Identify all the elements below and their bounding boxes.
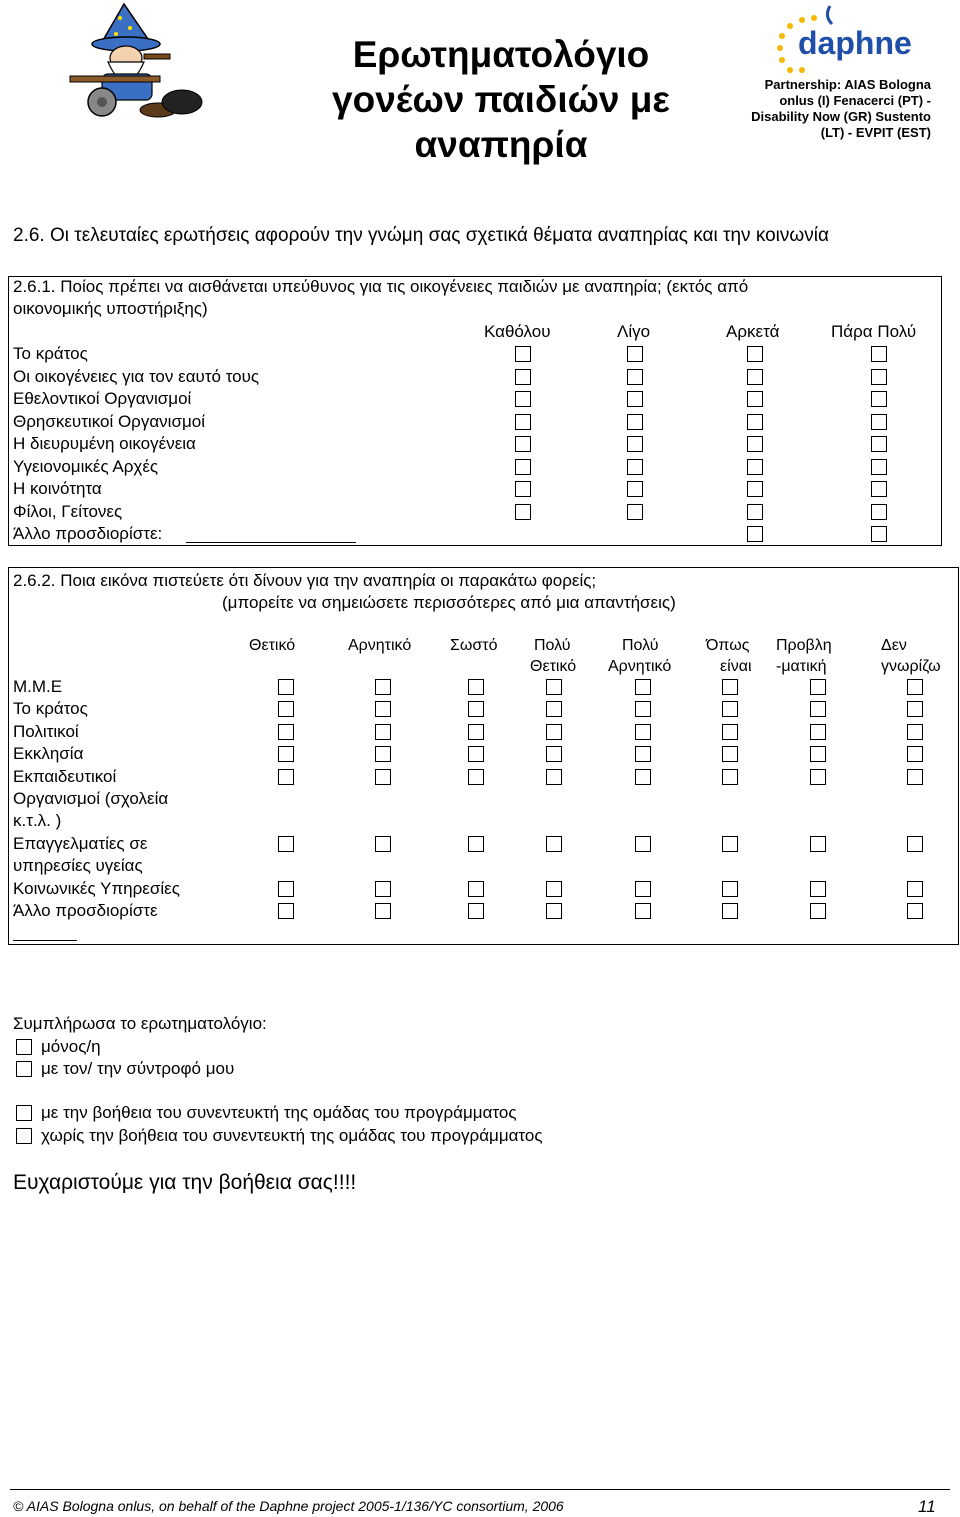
q2-checkbox[interactable]: [722, 679, 738, 695]
q1-checkbox[interactable]: [871, 391, 887, 407]
q2-checkbox[interactable]: [546, 724, 562, 740]
logo-text: daphne: [798, 25, 912, 61]
q1-checkbox[interactable]: [747, 346, 763, 362]
q1-checkbox[interactable]: [627, 346, 643, 362]
q1-col-header: Πάρα Πολύ: [831, 322, 917, 341]
q1-checkbox[interactable]: [871, 369, 887, 385]
q2-checkbox[interactable]: [635, 701, 651, 717]
q2-row-label: Το κράτος: [13, 699, 88, 718]
q1-col-header: Καθόλου: [484, 322, 551, 341]
q2-col-header: Θετικό: [530, 658, 577, 675]
q1-checkbox[interactable]: [871, 481, 887, 497]
q2-checkbox[interactable]: [635, 679, 651, 695]
q2-col-header: Αρνητικό: [608, 658, 672, 675]
q2-checkbox[interactable]: [468, 679, 484, 695]
q2-checkbox[interactable]: [375, 769, 391, 785]
q2-checkbox[interactable]: [278, 769, 294, 785]
q2-checkbox[interactable]: [635, 903, 651, 919]
q2-checkbox[interactable]: [546, 746, 562, 762]
q2-checkbox[interactable]: [546, 679, 562, 695]
q1-checkbox[interactable]: [871, 414, 887, 430]
q2-checkbox[interactable]: [907, 679, 923, 695]
q2-row-label: Οργανισμοί (σχολεία: [13, 789, 169, 808]
q2-checkbox[interactable]: [810, 724, 826, 740]
q1-checkbox[interactable]: [515, 504, 531, 520]
title-line: γονέων παιδιών με: [332, 79, 670, 120]
q2-checkbox[interactable]: [635, 836, 651, 852]
q2-col-header: Σωστό: [450, 637, 498, 654]
q2-checkbox[interactable]: [722, 881, 738, 897]
q2-checkbox[interactable]: [635, 881, 651, 897]
q2-row-label: Μ.Μ.Ε: [13, 677, 63, 696]
section-heading: 2.6. Οι τελευταίες ερωτήσεις αφορούν την γνώμη σας σχετικά θέματα αναπηρίας και την κοινωνία: [13, 225, 829, 246]
title-line: Ερωτηματολόγιο: [352, 34, 650, 75]
q2-col-header: Πολύ: [534, 637, 571, 654]
q2-checkbox[interactable]: [468, 746, 484, 762]
q2-checkbox[interactable]: [468, 701, 484, 717]
q1-checkbox[interactable]: [747, 414, 763, 430]
page-number: 11: [918, 1497, 936, 1516]
q2-col-header: Προβλη: [776, 637, 832, 654]
q2-checkbox[interactable]: [468, 903, 484, 919]
question-2-line: 2.6.2. Ποια εικόνα πιστεύετε ότι δίνουν για την αναπηρία οι παρακάτω φορείς;: [13, 571, 597, 590]
q1-checkbox[interactable]: [627, 369, 643, 385]
thanks-message: Ευχαριστούμε για την βοήθεια σας!!!!: [13, 1171, 357, 1194]
q2-row-label: Άλλο προσδιορίστε: [13, 901, 158, 920]
q2-checkbox[interactable]: [546, 836, 562, 852]
question-line: 2.6.1. Ποίος πρέπει να αισθάνεται υπεύθυνος για τις οικογένειες παιδιών με αναπηρία; (εκτός από: [13, 277, 749, 296]
q2-checkbox[interactable]: [278, 903, 294, 919]
q2-checkbox[interactable]: [722, 746, 738, 762]
q1-col-header: Λίγο: [617, 322, 651, 341]
completion-option-label: με τον/ την σύντροφό μου: [41, 1059, 235, 1078]
q2-checkbox[interactable]: [546, 881, 562, 897]
q1-checkbox[interactable]: [871, 346, 887, 362]
q2-checkbox[interactable]: [375, 724, 391, 740]
q2-checkbox[interactable]: [810, 769, 826, 785]
completion-option-label: μόνος/η: [41, 1037, 101, 1056]
partnership-line: onlus (I) Fenacerci (PT) -: [779, 93, 931, 108]
q2-row-label: υπηρεσίες υγείας: [13, 856, 143, 875]
q2-checkbox[interactable]: [375, 746, 391, 762]
question-2-line: (μπορείτε να σημειώσετε περισσότερες από μια απαντήσεις): [222, 593, 676, 612]
q2-row-label: Εκπαιδευτικοί: [13, 767, 117, 786]
q2-row-label: Εκκλησία: [13, 744, 84, 763]
q1-checkbox[interactable]: [627, 391, 643, 407]
q2-checkbox[interactable]: [907, 746, 923, 762]
q2-checkbox[interactable]: [810, 881, 826, 897]
q2-checkbox[interactable]: [635, 746, 651, 762]
q1-checkbox[interactable]: [515, 481, 531, 497]
q1-checkbox[interactable]: [627, 436, 643, 452]
q2-col-header: είναι: [720, 658, 752, 675]
q2-checkbox[interactable]: [375, 679, 391, 695]
document-title: [300, 32, 702, 167]
q1-checkbox[interactable]: [627, 414, 643, 430]
q1-checkbox[interactable]: [515, 346, 531, 362]
q2-checkbox[interactable]: [907, 836, 923, 852]
q2-checkbox[interactable]: [907, 903, 923, 919]
q1-checkbox[interactable]: [747, 481, 763, 497]
q1-checkbox[interactable]: [871, 504, 887, 520]
q2-checkbox[interactable]: [468, 724, 484, 740]
q1-row-label: Το κράτος: [13, 344, 88, 363]
q2-checkbox[interactable]: [810, 746, 826, 762]
q2-checkbox[interactable]: [722, 836, 738, 852]
q2-checkbox[interactable]: [722, 769, 738, 785]
q1-row-label: Η διευρυμένη οικογένεια: [13, 434, 196, 453]
q1-checkbox[interactable]: [515, 459, 531, 475]
q1-checkbox[interactable]: [747, 391, 763, 407]
q1-checkbox[interactable]: [747, 459, 763, 475]
q2-checkbox[interactable]: [278, 701, 294, 717]
wizard-mascot-illustration: [62, 2, 212, 120]
daphne-logo: [770, 2, 930, 74]
q2-checkbox[interactable]: [907, 701, 923, 717]
q2-checkbox[interactable]: [546, 701, 562, 717]
q1-row-label: Άλλο προσδιορίστε:: [13, 524, 163, 543]
q2-checkbox[interactable]: [468, 881, 484, 897]
q1-checkbox[interactable]: [747, 526, 763, 542]
q2-checkbox[interactable]: [546, 769, 562, 785]
q2-col-header: Δεν: [881, 637, 907, 654]
q1-row-label: Θρησκευτικοί Οργανισμοί: [13, 412, 205, 431]
q2-checkbox[interactable]: [635, 769, 651, 785]
other-specify-blank[interactable]: [13, 940, 77, 941]
q2-col-header: γνωρίζω: [881, 658, 941, 675]
q1-checkbox[interactable]: [747, 369, 763, 385]
q2-col-header: Αρνητικό: [348, 637, 412, 654]
completion-label: Συμπλήρωσα το ερωτηματολόγιο:: [13, 1014, 267, 1033]
q1-row-label: Η κοινότητα: [13, 479, 102, 498]
partnership-line: Disability Now (GR) Sustento: [751, 109, 931, 124]
q2-row-label: Επαγγελματίες σε: [13, 834, 148, 853]
q2-col-header: Θετικό: [249, 637, 296, 654]
q2-checkbox[interactable]: [810, 903, 826, 919]
q2-checkbox[interactable]: [722, 724, 738, 740]
q1-checkbox[interactable]: [747, 504, 763, 520]
q2-checkbox[interactable]: [907, 769, 923, 785]
question-1-text: [13, 276, 933, 320]
q2-checkbox[interactable]: [907, 881, 923, 897]
q2-checkbox[interactable]: [468, 836, 484, 852]
q2-col-header: Όπως: [706, 637, 750, 654]
q1-checkbox[interactable]: [515, 414, 531, 430]
q2-checkbox[interactable]: [810, 701, 826, 717]
q2-checkbox[interactable]: [546, 903, 562, 919]
partnership-line: Partnership: AIAS Bologna: [764, 77, 931, 92]
completion-checkbox[interactable]: [16, 1061, 32, 1077]
q2-checkbox[interactable]: [722, 701, 738, 717]
completion-option-label: με την βοήθεια του συνεντευκτή της ομάδας του προγράμματος: [41, 1103, 517, 1122]
q2-checkbox[interactable]: [375, 903, 391, 919]
q2-checkbox[interactable]: [722, 903, 738, 919]
q1-checkbox[interactable]: [871, 526, 887, 542]
partnership-line: (LT) - EVPIT (EST): [820, 125, 931, 140]
q1-checkbox[interactable]: [515, 436, 531, 452]
q2-checkbox[interactable]: [278, 679, 294, 695]
q1-row-label: Υγειονομικές Αρχές: [13, 457, 159, 476]
other-specify-blank[interactable]: [186, 542, 356, 543]
q1-row-label: Εθελοντικοί Οργανισμοί: [13, 389, 192, 408]
q1-checkbox[interactable]: [747, 436, 763, 452]
q2-row-label: Κοινωνικές Υπηρεσίες: [13, 879, 180, 898]
q2-checkbox[interactable]: [278, 881, 294, 897]
q2-checkbox[interactable]: [375, 701, 391, 717]
completion-option-label: χωρίς την βοήθεια του συνεντευκτή της ομάδας του προγράμματος: [41, 1126, 543, 1145]
question-line: οικονομικής υποστήριξης): [13, 299, 208, 318]
q1-col-header: Αρκετά: [726, 322, 780, 341]
q2-checkbox[interactable]: [278, 746, 294, 762]
q2-checkbox[interactable]: [468, 769, 484, 785]
footer-copyright: © AIAS Bologna onlus, on behalf of the Daphne project 2005-1/136/YC consortium, 2006: [13, 1498, 564, 1514]
q2-checkbox[interactable]: [810, 679, 826, 695]
q1-checkbox[interactable]: [627, 504, 643, 520]
title-line: αναπηρία: [414, 124, 588, 165]
q2-checkbox[interactable]: [907, 724, 923, 740]
q2-row-label: Πολιτικοί: [13, 722, 79, 741]
footer-divider: [10, 1489, 950, 1490]
q2-checkbox[interactable]: [375, 881, 391, 897]
partnership-info: [720, 77, 931, 141]
q1-row-label: Οι οικογένειες για τον εαυτό τους: [13, 367, 260, 386]
q2-checkbox[interactable]: [635, 724, 651, 740]
q2-col-header: -ματική: [776, 658, 827, 675]
q2-checkbox[interactable]: [375, 836, 391, 852]
q1-checkbox[interactable]: [871, 436, 887, 452]
q1-checkbox[interactable]: [515, 369, 531, 385]
q2-checkbox[interactable]: [278, 724, 294, 740]
q1-row-label: Φίλοι, Γείτονες: [13, 502, 123, 521]
q1-checkbox[interactable]: [871, 459, 887, 475]
q2-checkbox[interactable]: [810, 836, 826, 852]
completion-checkbox[interactable]: [16, 1128, 32, 1144]
q1-checkbox[interactable]: [515, 391, 531, 407]
completion-checkbox[interactable]: [16, 1039, 32, 1055]
q2-checkbox[interactable]: [278, 836, 294, 852]
q1-checkbox[interactable]: [627, 459, 643, 475]
q1-checkbox[interactable]: [627, 481, 643, 497]
q2-col-header: Πολύ: [622, 637, 659, 654]
completion-checkbox[interactable]: [16, 1105, 32, 1121]
q2-row-label: κ.τ.λ. ): [13, 811, 62, 830]
